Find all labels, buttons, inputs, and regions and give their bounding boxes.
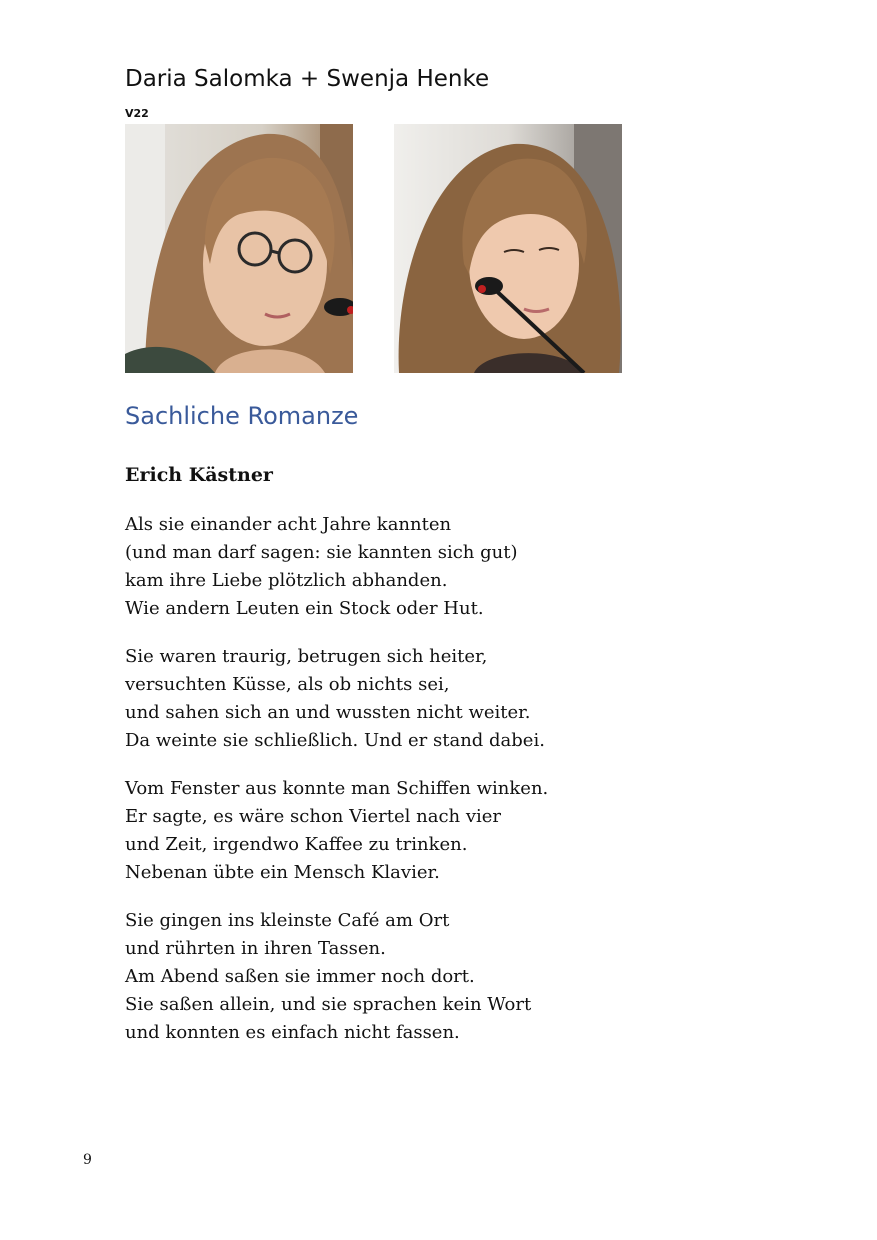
poem-title: Sachliche Romanze	[125, 402, 359, 430]
poem-line: und Zeit, irgendwo Kaffee zu trinken.	[125, 834, 468, 855]
performers-heading: Daria Salomka + Swenja Henke	[125, 66, 490, 92]
stanza	[125, 511, 825, 623]
poem-line: versuchten Küsse, als ob nichts sei,	[125, 674, 450, 695]
poem-line: Da weinte sie schließlich. Und er stand dabei.	[125, 730, 545, 751]
photo-reader-microphone	[394, 124, 622, 373]
poem-line: (und man darf sagen: sie kannten sich gut)	[125, 542, 518, 563]
poem-line: Sie gingen ins kleinste Café am Ort	[125, 910, 450, 931]
poem-line: Wie andern Leuten ein Stock oder Hut.	[125, 598, 484, 619]
poem-line: Sie waren traurig, betrugen sich heiter,	[125, 646, 488, 667]
poem-line: und sahen sich an und wussten nicht weiter.	[125, 702, 531, 723]
poem-line: Als sie einander acht Jahre kannten	[125, 514, 452, 535]
poem-line: kam ihre Liebe plötzlich abhanden.	[125, 570, 448, 591]
page-number: 9	[83, 1152, 92, 1168]
poem-line: Vom Fenster aus konnte man Schiffen winken.	[125, 778, 549, 799]
poem-line: Nebenan übte ein Mensch Klavier.	[125, 862, 440, 883]
poem-author: Erich Kästner	[125, 464, 273, 486]
poem-line: Am Abend saßen sie immer noch dort.	[125, 966, 475, 987]
stanza	[125, 907, 825, 1047]
poem-line: Sie saßen allein, und sie sprachen kein Wort	[125, 994, 532, 1015]
poem-line: und rührten in ihren Tassen.	[125, 938, 386, 959]
poem-line: Er sagte, es wäre schon Viertel nach vier	[125, 806, 502, 827]
venue-code: V22	[125, 107, 149, 120]
photo-reader-glasses	[125, 124, 353, 373]
poem-line: und konnten es einfach nicht fassen.	[125, 1022, 460, 1043]
poem-body	[125, 511, 825, 1067]
stanza	[125, 775, 825, 887]
stanza	[125, 643, 825, 755]
